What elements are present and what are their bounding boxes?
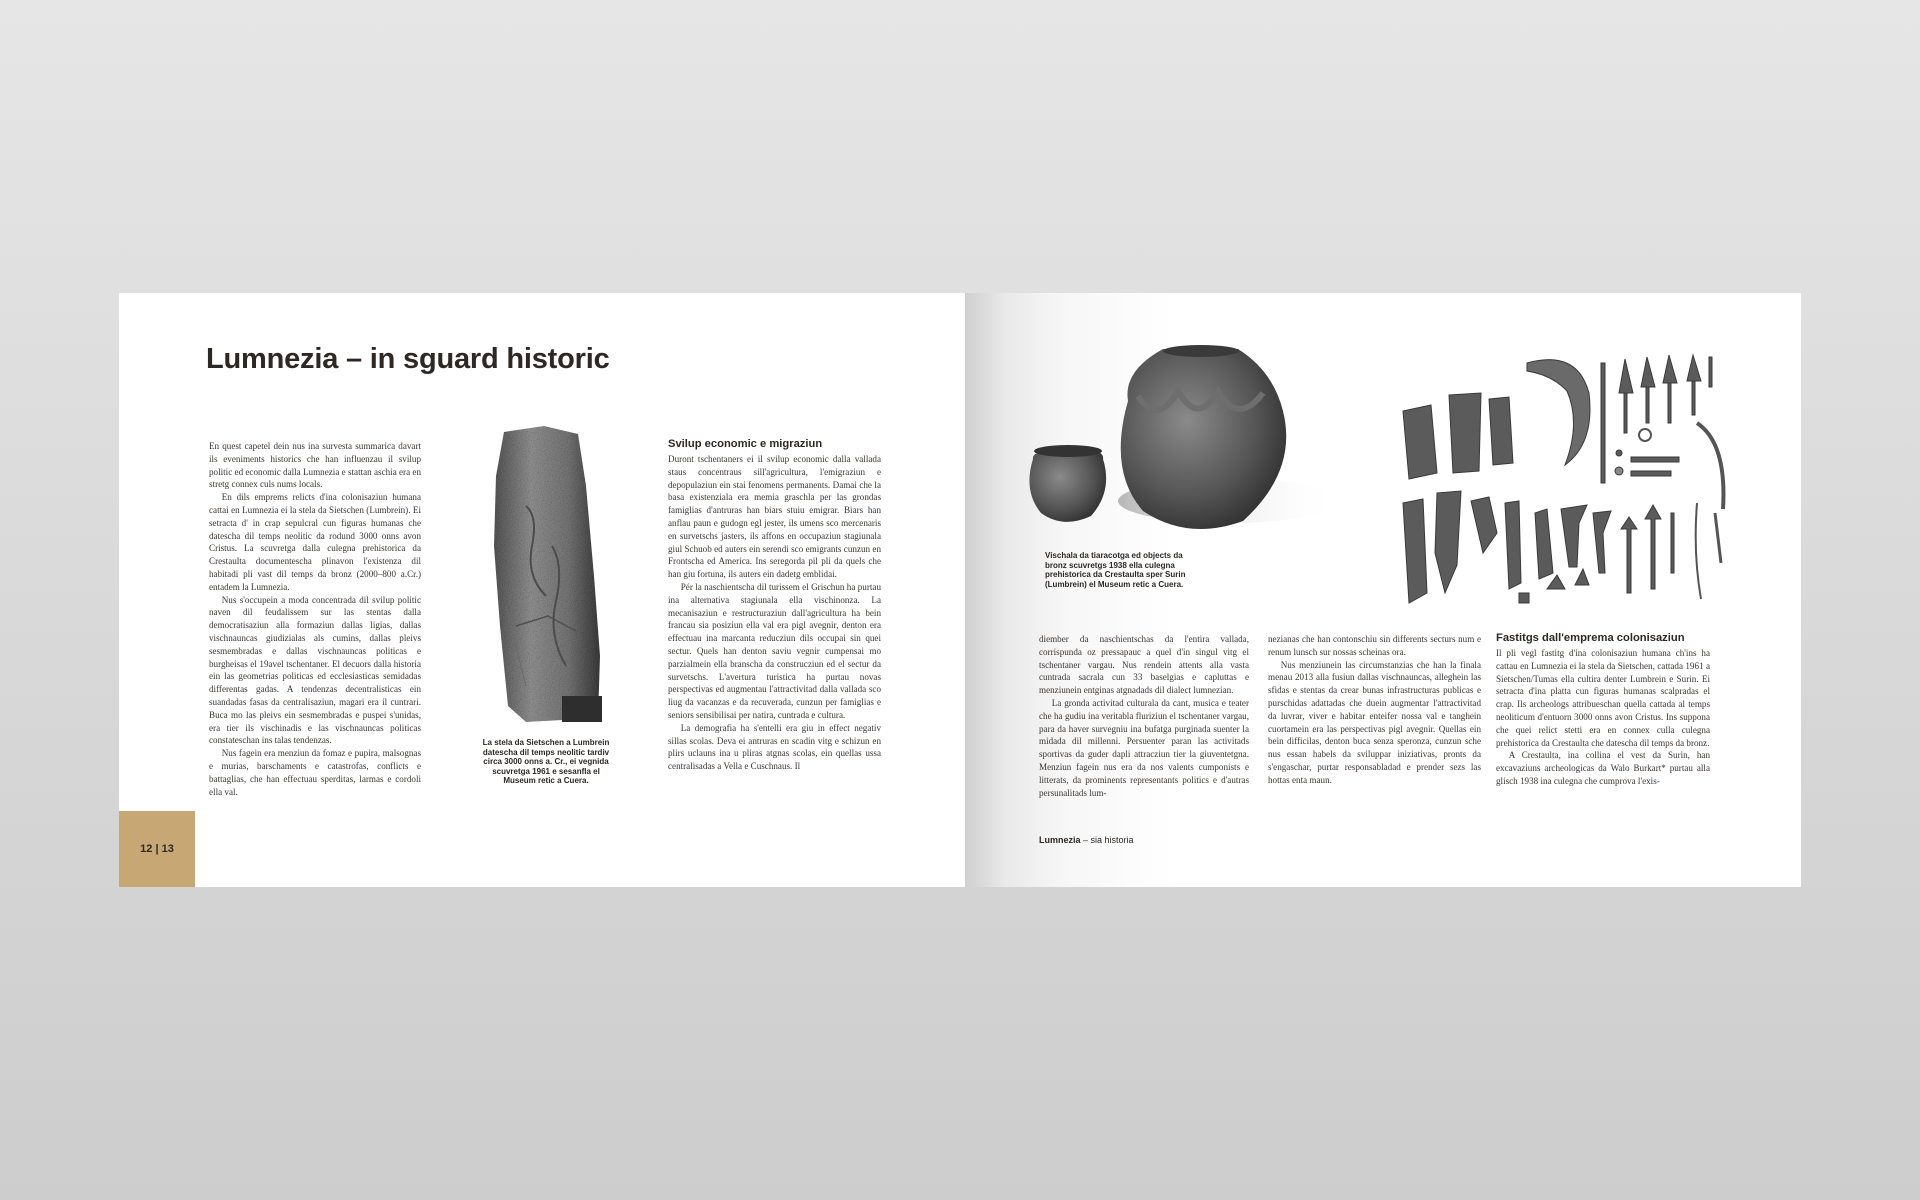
- footer-title: Lumnezia: [1039, 835, 1081, 845]
- economy-column: [668, 437, 881, 773]
- footer-subtitle: – sia historia: [1080, 835, 1134, 845]
- paragraph: La demografia ha s'entelli era giu in effect negativ sillas scolas. Deva ei antruras en scadin vitg e schizun en plirs uclauns ina u pliras atgnas scolas, ein quellas ussa centralisadas a Vella e Cuschnaus. Il: [668, 722, 881, 772]
- paragraph: diember da naschientschas da l'entira vallada, corrispunda oz pressapauc a quel d'in singul vitg el tschentaner vargau. Nus rendein attents alla vasta cuntrada sacrala cun 33 baselgias e capluttas e menziunein entginas atgnadads dil dialect lumnezian.: [1039, 634, 1249, 696]
- paragraph: Nus menziunein las circumstanzias che han la finala menau 2013 alla fusiun dallas vischnauncas, alleghein las sfidas e stentas da crear bunas infrastructuras publicas e purschidas adattadas che duein augmentar l'attractivitad da luvrar, viver e habitar enteifer nossa val e tanghein cuortamein era las perspectivas pigl avegnir. Quellas ein bein difficilas, denton buca senza speronza, cunzun sche nus essan habels da sviluppar iniziativas, pronts da s'engaschar, purtar responsabladad e prender sezs las hottas enta maun.: [1268, 659, 1481, 785]
- paragraph: Duront tschentaners ei il svilup economic dalla vallada staus concentraus sill'agricultura, l'emigraziun e depopulaziun ein stai fenomens permanents. Damai che la basa existenziala era memia graschla per las grondas famiglias d'antruras han biars stuiu emigrar. Biars han anflau paun e gudogn egl jester, ils umens sco mercenaris en survetschs jasters, ils affons en occupaziun stagiunala giul Schuob ed auters ein serendi sco emigrants cunzun en Frontscha ed America. Ins seregorda pil pli da quels che han giu fortuna, ils auters ein dadetg emblidai.: [668, 454, 881, 580]
- page-number-badge: 12 | 13: [119, 811, 195, 887]
- paragraph: En quest capetel dein nus ina survesta summarica davart ils eveniments historics che han influenzau il svilup politic ed economic dalla Lumnezia e stattan aschia era en stretg connex culs nums locals.: [209, 441, 421, 490]
- merger-column: [1268, 633, 1481, 787]
- culture-column: [1039, 633, 1249, 799]
- artifacts-photo: [1397, 353, 1747, 613]
- intro-column: [209, 440, 421, 798]
- paragraph: Nus s'occupein a moda concentrada dil svilup politic naven dil feudalissem sur las stentas dalla democratisaziun alla formaziun dallas ligias, dallas vischnauncas giudizialas als cumins, dallas pleivs sesmembradas e dallas vischnauncas politicas e burgheisas el 19avel tschentaner. El decuors dalla historia ein las geometrias politicas ed ecclesiasticas semidadas differentas gadas. A tendenzas decentralisticas ein suandadas fasas da centralisaziun, magari era il cuntrari. Buca mo las pleivs ein sesmembradas e puspei s'unidas, era tier ils vischinadis e las vischnauncas politicas constateschan ins talas tendenzas.: [209, 594, 421, 746]
- pottery-caption: Vischala da tiaracotga ed objects da bronz scuvretgs 1938 ella culegna prehistorica da Crestaulta sper Surin (Lumbrein) el Museum retic a Cuera.: [1045, 551, 1186, 589]
- settlement-column: [1496, 631, 1710, 788]
- paragraph: Il pli vegl fastitg d'ina colonisaziun humana ch'ins ha cattau en Lumnezia ei la stela da Sietschen, cattada 1961 a Sietschen/Tumas ella cultira denter Lumbrein e Surin. Ei setracta d'ina platta cun figuras humanas scalpradas el crap. Ils archeologs attribueschan quella cattada al temps neoliticum d'entuorn 3000 onns avon Cristus. Ins suppona che quei relict stetti era en connex culla culegna prehistorica da Crestaulta che datescha dil temps da bronz.: [1496, 648, 1710, 748]
- paragraph: A Crestaulta, ina collina el vest da Surin, han excavaziuns archeologicas da Walo Burkart* purtau alla glisch 1938 ina culegna che cumprova l'exis-: [1496, 750, 1710, 786]
- carved-stone-stele-photo: [486, 426, 606, 726]
- stele-caption: La stela da Sietschen a Lumbrein datescha dil temps neolitic tardiv circa 3000 onns a. Cr., ei vegnida scuvretga 1961 e sesanfla el Museum retic a Cuera.: [482, 738, 610, 786]
- stele-photo: [486, 426, 606, 726]
- bronze-artifacts-photo: [1397, 353, 1747, 613]
- paragraph: Pér la naschientscha dil turissem el Grischun ha purtau ina alternativa stagiunala ella vischinonza. La mecanisaziun e restructuraziun dall'agricultura ha bein francau sia posiziun ella val era pigl avegnir, denton era effectuau ina marcanta reducziun dils occupai sin quei sectur. Quels han denton saviu vegnir cumpensai mo parzialmein ella branscha da construcziun ed el sectur da survetschs. L'avertura turistica ha purtau novas perspectivas ed augmentau l'attractivitad dalla vallada sco liug da vacanzas e da recuverada, cunzun per famiglias e seniors sensibilisai per natira, cuntrada e cultura.: [668, 581, 881, 720]
- chapter-title: Lumnezia – in sguard historic: [206, 343, 610, 375]
- section-heading: Svilup economic e migraziun: [668, 438, 823, 450]
- paragraph: Nus fagein era menziun da fomaz e pupira, malsognas e murias, barschaments e catastrofas, conflicts e battaglias, che han effectuau sperditas, larmas e cordoli ella val.: [209, 748, 421, 797]
- left-page: [119, 293, 965, 887]
- terracotta-vessels-photo: [1013, 341, 1333, 551]
- section-heading: Fastitgs dall'emprema colonisaziun: [1496, 632, 1685, 644]
- running-footer: [1039, 835, 1134, 845]
- right-page: [965, 293, 1801, 887]
- book-spread: [119, 293, 1801, 887]
- paragraph: nezianas che han contonschiu sin differents secturs num e renum lunsch sur nossas scheinas ora.: [1268, 634, 1481, 657]
- paragraph: La gronda activitad culturala da cant, musica e teater che ha gudiu ina veritabla fluriziun el tschentaner vargau, para da haver survegniu ina bufatga purginada suenter la midada dil millenni. Persuenter paran las activitads sportivas da guder dapli attracziun tier la giuventetgna. Menziun fagein nus era da nos valents cumponists e litterats, da prominents representants politics e d'autras persunalitads lum-: [1039, 697, 1249, 798]
- paragraph: En dils emprems relicts d'ina colonisaziun humana cattai en Lumnezia ei la stela da Sietschen (Lumbrein). Ei setracta d' in crap sepulcral cun figuras humanas che datescha dil temps neolitic da rodund 3000 onns avon Cristus. La scuvretga dalla culegna prehistorica da Crestaulta documentescha plinavon l'existenza dil habitadi pli vast dil temps da bronz (2000–800 a.Cr.) entadem la Lumnezia.: [209, 492, 421, 592]
- pottery-photo: [1013, 341, 1333, 551]
